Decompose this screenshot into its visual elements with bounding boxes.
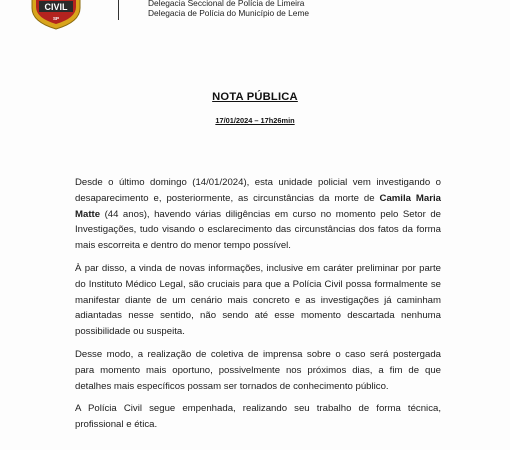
letterhead [0, 0, 510, 30]
badge-text: CIVIL [44, 2, 68, 12]
police-badge-logo [28, 0, 84, 30]
victim-name: Camila Maria Matte [75, 192, 441, 220]
document-dateline: 17/01/2024 – 17h26min [215, 116, 295, 125]
letterhead-line-2: Delegacia de Polícia do Município de Leme [148, 8, 310, 18]
paragraph-1-start: Desde o último domingo (14/01/2024), esta unidade policial vem investigando o desaparecimento e, posteriormente, as circunstâncias da morte de [75, 177, 441, 204]
paragraph-3: Desse modo, a realização de coletiva de imprensa sobre o caso será postergada para momento mais oportuno, possivelmente nos próximos dias, a fim de que detalhes mais específicos possam ser tornados de conhecimento público. [75, 348, 441, 392]
paragraph-2: À par disso, a vinda de novas informações, inclusive em caráter preliminar por parte do Instituto Médico Legal, são cruciais para que a Polícia Civil possa formalmente se manifestar diante de um cenário mais concreto e as investigações já caminham adiantadas nesse sentido, não sendo até esse momento descartada nenhuma possibilidade ou suspeita. [75, 262, 441, 338]
paragraph-1-end: (44 anos), havendo várias diligências em curso no momento pelo Setor de Investigações, tudo visando o esclarecimento das circunstâncias dos fatos da forma mais escorreita e dentro do menor tempo possível. [75, 208, 441, 252]
badge-sub: SP [52, 16, 60, 21]
document-body [75, 175, 441, 440]
document-title: NOTA PÚBLICA [212, 91, 298, 103]
header-divider [118, 0, 119, 20]
letterhead-line-1: Delegacia Seccional de Polícia de Limeira [148, 0, 305, 8]
paragraph-4: A Polícia Civil segue empenhada, realizando seu trabalho de forma técnica, profissional e ética. [75, 403, 441, 431]
letterhead-text [148, 0, 309, 18]
paragraph-1 [75, 175, 441, 254]
